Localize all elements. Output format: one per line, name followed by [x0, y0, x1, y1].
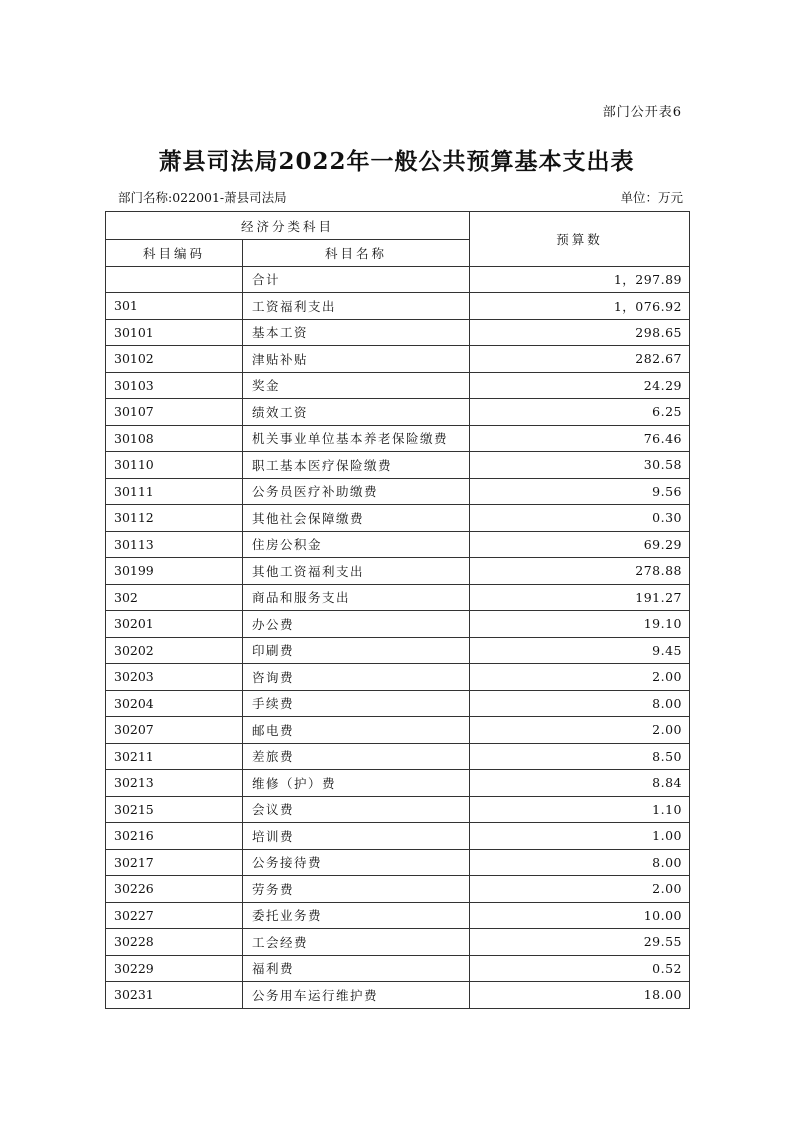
row-amount: 2.00: [470, 876, 690, 903]
row-name: 手续费: [243, 690, 470, 717]
row-code: 30226: [106, 876, 243, 903]
row-code: 30102: [106, 346, 243, 373]
table-row: [106, 664, 690, 691]
row-code: 30103: [106, 372, 243, 399]
row-code: 30201: [106, 611, 243, 638]
table-row: [106, 955, 690, 982]
row-amount: 76.46: [470, 425, 690, 452]
row-amount: 10.00: [470, 902, 690, 929]
table-row: [106, 717, 690, 744]
row-code: 30215: [106, 796, 243, 823]
row-amount: 9.56: [470, 478, 690, 505]
table-row: [106, 505, 690, 532]
row-name: 咨询费: [243, 664, 470, 691]
row-amount: 1.00: [470, 823, 690, 850]
table-row: [106, 637, 690, 664]
row-code: 30113: [106, 531, 243, 558]
row-amount: 191.27: [470, 584, 690, 611]
row-amount: 2.00: [470, 717, 690, 744]
row-amount: 0.30: [470, 505, 690, 532]
row-code: 30107: [106, 399, 243, 426]
row-name: 基本工资: [243, 319, 470, 346]
row-amount: 2.00: [470, 664, 690, 691]
table-row: [106, 399, 690, 426]
row-code: 30204: [106, 690, 243, 717]
row-name: 邮电费: [243, 717, 470, 744]
row-code: 30217: [106, 849, 243, 876]
row-name: 办公费: [243, 611, 470, 638]
table-row: [106, 319, 690, 346]
row-amount: 282.67: [470, 346, 690, 373]
row-amount: 24.29: [470, 372, 690, 399]
table-row: [106, 558, 690, 585]
table-row: [106, 929, 690, 956]
table-row: [106, 982, 690, 1009]
row-name: 公务用车运行维护费: [243, 982, 470, 1009]
row-amount: 298.65: [470, 319, 690, 346]
row-code: 30227: [106, 902, 243, 929]
row-name: 机关事业单位基本养老保险缴费: [243, 425, 470, 452]
row-code: 30111: [106, 478, 243, 505]
row-code: 30110: [106, 452, 243, 479]
row-code: 30229: [106, 955, 243, 982]
row-code: 30231: [106, 982, 243, 1009]
row-code: 30228: [106, 929, 243, 956]
row-name: 福利费: [243, 955, 470, 982]
row-code: 30203: [106, 664, 243, 691]
table-row: [106, 690, 690, 717]
row-name: 工资福利支出: [243, 293, 470, 320]
unit-label: 单位：万元: [620, 190, 683, 205]
table-row: [106, 849, 690, 876]
table-row: [106, 266, 690, 293]
row-name: 印刷费: [243, 637, 470, 664]
table-row: [106, 611, 690, 638]
table-row: [106, 902, 690, 929]
row-name: 公务员医疗补助缴费: [243, 478, 470, 505]
row-code: [106, 266, 243, 293]
table-row: [106, 478, 690, 505]
table-row: [106, 823, 690, 850]
row-code: 302: [106, 584, 243, 611]
table-body: [106, 266, 690, 1008]
meta-line: [118, 188, 683, 206]
table-row: [106, 346, 690, 373]
row-name: 绩效工资: [243, 399, 470, 426]
header-budget-amount: 预算数: [470, 212, 690, 267]
table-row: [106, 372, 690, 399]
row-amount: 30.58: [470, 452, 690, 479]
row-name: 商品和服务支出: [243, 584, 470, 611]
table-row: [106, 584, 690, 611]
page-label: 部门公开表6: [602, 105, 682, 120]
row-name: 工会经费: [243, 929, 470, 956]
header-code: 科目编码: [106, 240, 243, 267]
row-amount: 69.29: [470, 531, 690, 558]
header-economic-category: 经济分类科目: [106, 212, 470, 240]
row-code: 30108: [106, 425, 243, 452]
row-name: 合计: [243, 266, 470, 293]
row-name: 维修（护）费: [243, 770, 470, 797]
table-row: [106, 876, 690, 903]
table-row: [106, 293, 690, 320]
table-row: [106, 796, 690, 823]
row-name: 公务接待费: [243, 849, 470, 876]
row-name: 委托业务费: [243, 902, 470, 929]
table-header-row: [106, 212, 690, 240]
row-amount: 9.45: [470, 637, 690, 664]
row-code: 30207: [106, 717, 243, 744]
row-amount: 8.50: [470, 743, 690, 770]
page-title: 萧县司法局2022年一般公共预算基本支出表: [158, 148, 635, 175]
row-name: 差旅费: [243, 743, 470, 770]
row-amount: 1，297.89: [470, 266, 690, 293]
row-name: 其他工资福利支出: [243, 558, 470, 585]
table-row: [106, 425, 690, 452]
row-name: 住房公积金: [243, 531, 470, 558]
row-amount: 8.00: [470, 690, 690, 717]
row-name: 劳务费: [243, 876, 470, 903]
row-code: 30213: [106, 770, 243, 797]
row-code: 30101: [106, 319, 243, 346]
row-amount: 19.10: [470, 611, 690, 638]
row-amount: 29.55: [470, 929, 690, 956]
budget-table: [105, 211, 690, 1009]
table-row: [106, 531, 690, 558]
row-amount: 1，076.92: [470, 293, 690, 320]
row-code: 30202: [106, 637, 243, 664]
row-code: 30216: [106, 823, 243, 850]
header-name: 科目名称: [243, 240, 470, 267]
row-amount: 6.25: [470, 399, 690, 426]
row-code: 30211: [106, 743, 243, 770]
row-code: 30112: [106, 505, 243, 532]
table-row: [106, 743, 690, 770]
row-name: 奖金: [243, 372, 470, 399]
row-name: 培训费: [243, 823, 470, 850]
row-amount: 18.00: [470, 982, 690, 1009]
row-code: 301: [106, 293, 243, 320]
table-row: [106, 452, 690, 479]
row-amount: 278.88: [470, 558, 690, 585]
row-amount: 8.00: [470, 849, 690, 876]
table-row: [106, 770, 690, 797]
row-name: 其他社会保障缴费: [243, 505, 470, 532]
row-code: 30199: [106, 558, 243, 585]
row-name: 津贴补贴: [243, 346, 470, 373]
row-amount: 8.84: [470, 770, 690, 797]
row-amount: 1.10: [470, 796, 690, 823]
row-name: 职工基本医疗保险缴费: [243, 452, 470, 479]
row-name: 会议费: [243, 796, 470, 823]
department-name: 部门名称:022001-萧县司法局: [118, 190, 287, 205]
row-amount: 0.52: [470, 955, 690, 982]
